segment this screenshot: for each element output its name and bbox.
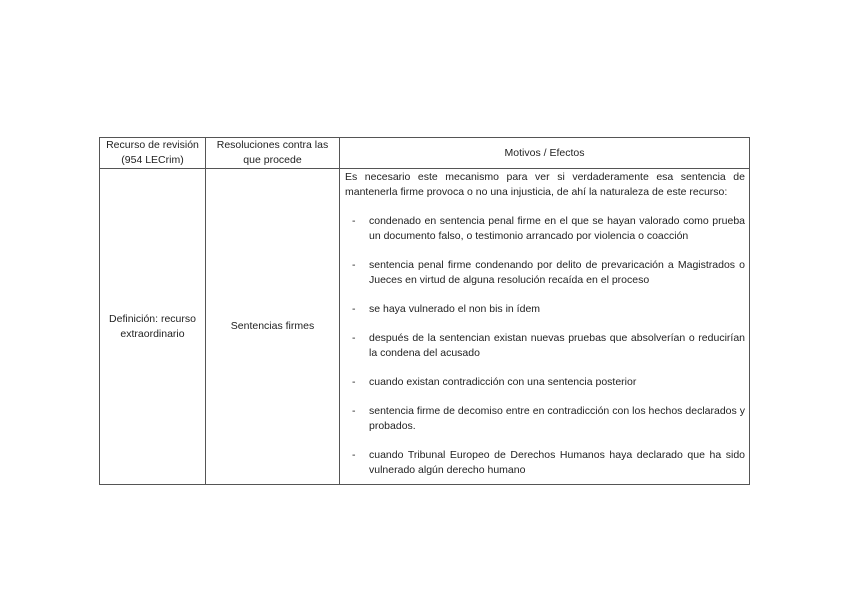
list-item (345, 404, 745, 434)
list-item (345, 214, 745, 244)
revision-appeal-table (99, 137, 750, 485)
list-item (345, 448, 745, 478)
motives-intro: Es necesario este mecanismo para ver si verdaderamente esa sentencia de mantenerla firme provoca o no una injusticia, de ahí la naturaleza de este recurso: (345, 171, 745, 198)
list-item (345, 302, 745, 317)
motive-text: se haya vulnerado el non bis in ídem (369, 303, 541, 315)
dash-bullet: - (352, 259, 356, 271)
table-header-row (100, 138, 750, 169)
header-motivos-efectos: Motivos / Efectos (340, 138, 750, 169)
table-row (100, 169, 750, 485)
dash-bullet: - (352, 303, 356, 315)
motive-text: sentencia penal firme condenando por delito de prevaricación a Magistrados o Jueces en virtud de alguna resolución recaída en el proceso (369, 259, 745, 286)
motive-text: cuando Tribunal Europeo de Derechos Humanos haya declarado que ha sido vulnerado algún derecho humano (369, 449, 745, 476)
motives-cell (340, 169, 750, 485)
motive-text: después de la sentencian existan nuevas pruebas que absolverían o reducirían la condena del acusado (369, 332, 745, 359)
definition-cell: Definición: recurso extraordinario (100, 169, 206, 485)
dash-bullet: - (352, 405, 356, 417)
list-item (345, 375, 745, 390)
dash-bullet: - (352, 332, 356, 344)
motive-text: sentencia firme de decomiso entre en contradicción con los hechos declarados y probados. (369, 405, 745, 432)
motive-text: cuando existan contradicción con una sentencia posterior (369, 376, 637, 388)
dash-bullet: - (352, 376, 356, 388)
resolutions-cell: Sentencias firmes (206, 169, 340, 485)
motive-list (345, 214, 745, 478)
list-item (345, 258, 745, 288)
header-resoluciones: Resoluciones contra las que procede (206, 138, 340, 169)
header-recurso-revision: Recurso de revisión (954 LECrim) (100, 138, 206, 169)
list-item (345, 331, 745, 361)
dash-bullet: - (352, 449, 356, 461)
dash-bullet: - (352, 215, 356, 227)
motive-text: condenado en sentencia penal firme en el que se hayan valorado como prueba un documento falso, o testimonio arrancado por violencia o coacción (369, 215, 745, 242)
